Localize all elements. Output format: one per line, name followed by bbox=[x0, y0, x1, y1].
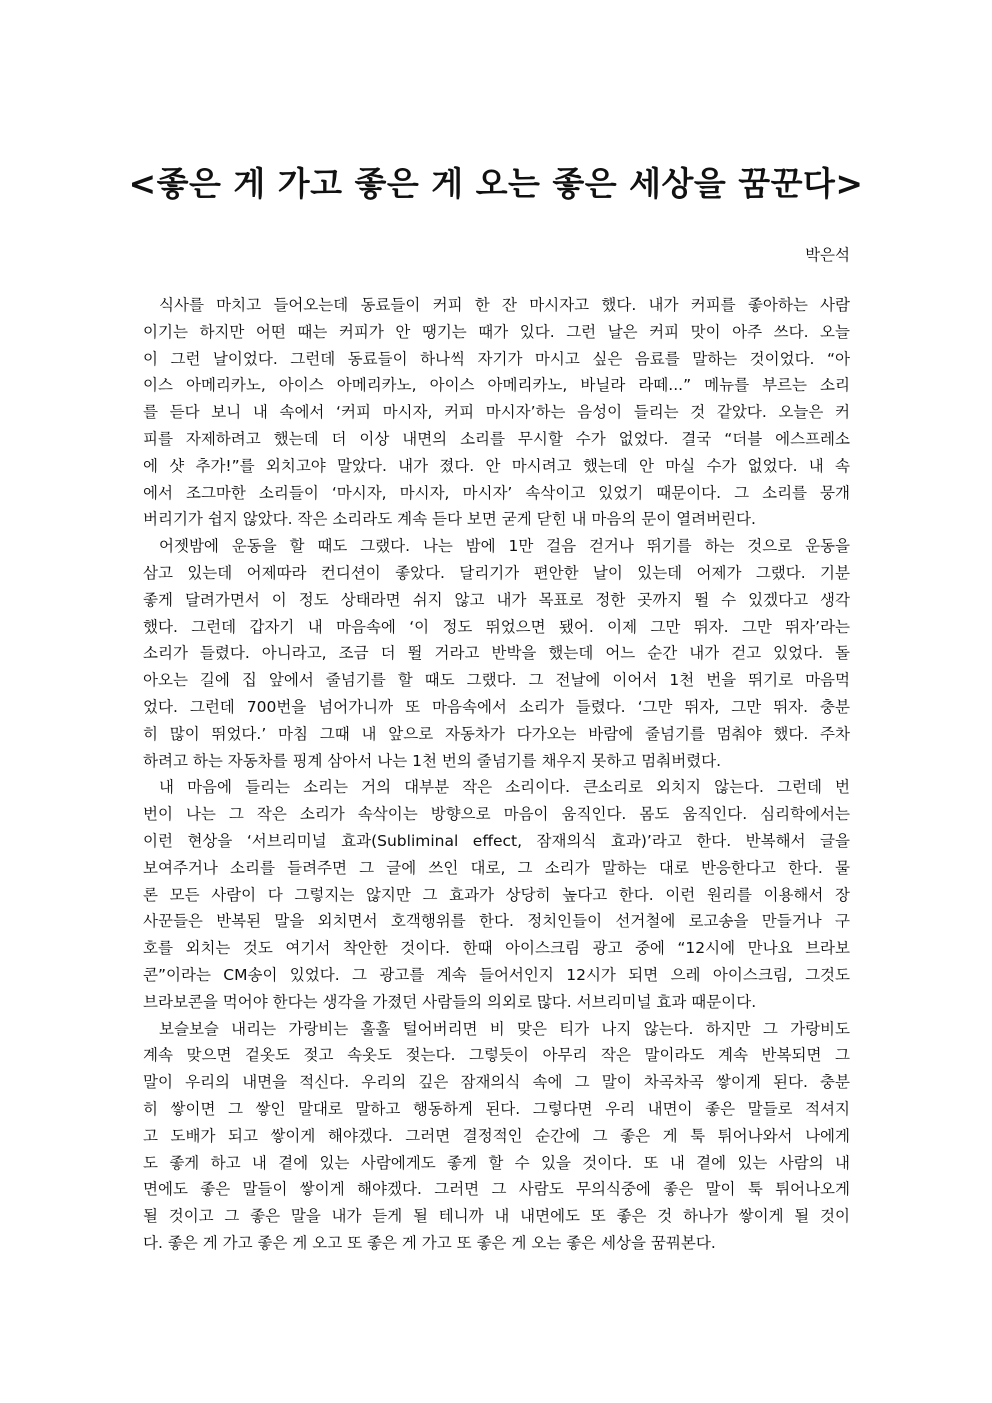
text-line: 말이 우리의 내면을 적신다. 우리의 깊은 잠재의식 속에 그 말이 차곡차곡 쌓이게 된다. 충분 bbox=[143, 1073, 850, 1092]
document-body bbox=[143, 292, 850, 1257]
text-line: 론 모든 사람이 다 그렇지는 않지만 그 효과가 상당히 높다고 한다. 이런 원리를 이용해서 장 bbox=[143, 885, 850, 904]
text-line: 이런 현상을 ‘서브리미널 효과(Subliminal effect, 잠재의식 효과)’라고 한다. 반복해서 글을 bbox=[143, 831, 850, 850]
text-line: 소리가 들렸다. 아니라고, 조금 더 뛸 거라고 반박을 했는데 어느 순간 내가 걷고 있었다. 돌 bbox=[143, 644, 850, 663]
text-line: 계속 맞으면 겉옷도 젖고 속옷도 젖는다. 그렇듯이 아무리 작은 말이라도 계속 반복되면 그 bbox=[143, 1046, 850, 1065]
text-line: 호를 외치는 것도 여기서 착안한 것이다. 한때 아이스크림 광고 중에 “12시에 만나요 브라보 bbox=[143, 939, 850, 958]
text-line: 브라보콘을 먹어야 한다는 생각을 가졌던 사람들의 의외로 많다. 서브리미널 효과 때문이다. bbox=[143, 992, 757, 1011]
text-line: 보여주거나 소리를 들려주면 그 글에 쓰인 대로, 그 소리가 말하는 대로 반응한다고 한다. 물 bbox=[143, 858, 850, 877]
text-line: 히 쌓이면 그 쌓인 말대로 말하고 행동하게 된다. 그렇다면 우리 내면이 좋은 말들로 적셔지 bbox=[143, 1099, 850, 1118]
text-line: 사꾼들은 반복된 말을 외치면서 호객행위를 한다. 정치인들이 선거철에 로고송을 만들거나 구 bbox=[143, 912, 850, 931]
text-line: 콘”이라는 CM송이 있었다. 그 광고를 계속 들어서인지 12시가 되면 으레 아이스크림, 그것도 bbox=[143, 965, 850, 984]
text-line: 내 마음에 들리는 소리는 거의 대부분 작은 소리이다. 큰소리로 외치지 않는다. 그런데 번 bbox=[159, 778, 850, 797]
text-line: 식사를 마치고 들어오는데 동료들이 커피 한 잔 마시자고 했다. 내가 커피를 좋아하는 사람 bbox=[159, 296, 850, 314]
text-line: 이기는 하지만 어떤 때는 커피가 안 땡기는 때가 있다. 그런 날은 커피 맛이 아주 쓰다. 오늘 bbox=[143, 322, 850, 341]
text-line: 도 좋게 하고 내 곁에 있는 사람에게도 좋게 할 수 있을 것이다. 또 내 곁에 있는 사람의 내 bbox=[143, 1153, 850, 1172]
text-line: 될 것이고 그 좋은 말을 내가 듣게 될 테니까 내 내면에도 또 좋은 것 하나가 쌓이게 될 것이 bbox=[143, 1207, 850, 1226]
paragraph bbox=[143, 774, 850, 1015]
paragraph bbox=[143, 292, 850, 533]
text-line: 에서 조그마한 소리들이 ‘마시자, 마시자, 마시자’ 속삭이고 있었기 때문이다. 그 소리를 뭉개 bbox=[143, 483, 850, 502]
text-line: 어젯밤에 운동을 할 때도 그랬다. 나는 밤에 1만 걸음 걷거나 뛰기를 하는 것으로 운동을 bbox=[159, 537, 850, 556]
text-line: 좋게 달려가면서 이 정도 상태라면 쉬지 않고 내가 목표로 정한 곳까지 뛸 수 있겠다고 생각 bbox=[143, 590, 850, 609]
text-line: 고 도배가 되고 쌓이게 해야겠다. 그러면 결정적인 순간에 그 좋은 게 툭 튀어나와서 나에게 bbox=[143, 1126, 850, 1145]
text-line: 피를 자제하려고 했는데 더 이상 내면의 소리를 무시할 수가 없었다. 결국 “더블 에스프레소 bbox=[143, 429, 850, 448]
text-line: 했다. 그런데 갑자기 내 마음속에 ‘이 정도 뛰었으면 됐어. 이제 그만 뛰자. 그만 뛰자’라는 bbox=[143, 617, 850, 636]
author-name: 박은석 bbox=[805, 246, 850, 264]
text-line: 이 그런 날이었다. 그런데 동료들이 하나씩 자기가 마시고 싶은 음료를 말하는 것이었다. “아 bbox=[143, 349, 850, 368]
text-line: 버리기가 쉽지 않았다. 작은 소리라도 계속 듣다 보면 굳게 닫힌 내 마음의 문이 열려버린다. bbox=[143, 510, 756, 529]
text-line: 삼고 있는데 어제따라 컨디션이 좋았다. 달리기가 편안한 날이 있는데 어제가 그랬다. 기분 bbox=[143, 563, 850, 582]
text-line: 히 많이 뛰었다.’ 마침 그때 내 앞으로 자동차가 다가오는 바람에 줄넘기를 멈춰야 했다. 주차 bbox=[143, 724, 850, 743]
text-line: 에 샷 추가!”를 외치고야 말았다. 내가 졌다. 안 마시려고 했는데 안 마실 수가 없었다. 내 속 bbox=[143, 456, 850, 475]
text-line: 다. 좋은 게 가고 좋은 게 오고 또 좋은 게 가고 또 좋은 게 오는 좋은 세상을 꿈꿔본다. bbox=[143, 1233, 716, 1252]
paragraph bbox=[143, 533, 850, 774]
paragraph bbox=[143, 1016, 850, 1257]
text-line: 번이 나는 그 작은 소리가 속삭이는 방향으로 마음이 움직인다. 몸도 움직인다. 심리학에서는 bbox=[143, 805, 850, 824]
text-line: 하려고 하는 자동차를 핑계 삼아서 나는 1천 번의 줄넘기를 채우지 못하고 멈춰버렸다. bbox=[143, 751, 722, 770]
text-line: 이스 아메리카노, 아이스 아메리카노, 아이스 아메리카노, 바닐라 라떼...” 메뉴를 부르는 소리 bbox=[143, 376, 850, 395]
text-line: 었다. 그런데 700번을 넘어가니까 또 마음속에서 소리가 들렸다. ‘그만 뛰자, 그만 뛰자. 충분 bbox=[143, 697, 850, 716]
text-line: 를 듣다 보니 내 속에서 ‘커피 마시자, 커피 마시자’하는 음성이 들리는 것 같았다. 오늘은 커 bbox=[143, 403, 850, 422]
text-line: 면에도 좋은 말들이 쌓이게 해야겠다. 그러면 그 사람도 무의식중에 좋은 말이 툭 튀어나오게 bbox=[143, 1180, 850, 1199]
text-line: 아오는 길에 집 앞에서 줄넘기를 할 때도 그랬다. 그 전날에 이어서 1천 번을 뛰기로 마음먹 bbox=[143, 671, 850, 690]
document-title: <좋은 게 가고 좋은 게 오는 좋은 세상을 꿈꾼다> bbox=[128, 164, 864, 203]
text-line: 보슬보슬 내리는 가랑비는 훌훌 털어버리면 비 맞은 티가 나지 않는다. 하지만 그 가랑비도 bbox=[159, 1019, 850, 1038]
